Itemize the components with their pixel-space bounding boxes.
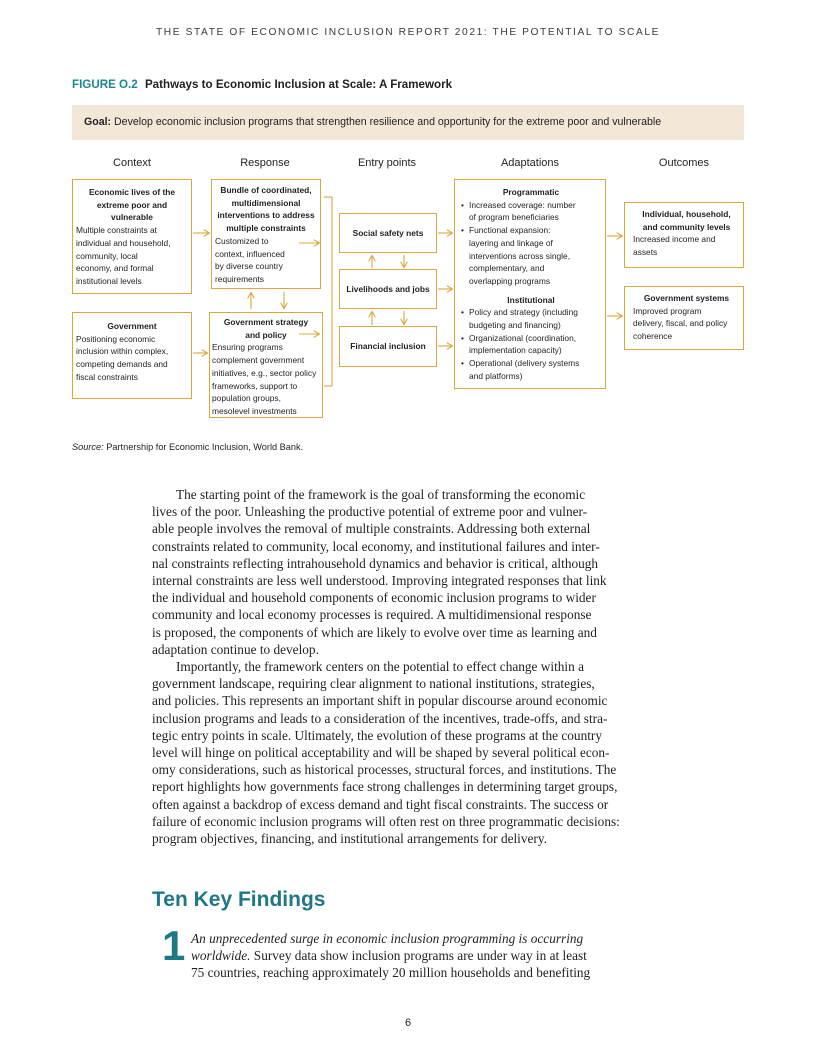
paragraph-line: report highlights how governments face strong challenges in determining target groups, — [152, 779, 618, 795]
paragraph-line: able people involves the removal of multiple constraints. Addressing both external — [152, 521, 591, 537]
figure-source — [72, 442, 303, 452]
paragraph-line: and policies. This represents an important shift in popular discourse around economic — [152, 693, 608, 709]
item-line: complementary, and — [469, 263, 545, 274]
entry-point-label: Financial inclusion — [350, 341, 426, 352]
body-paragraph-1 — [152, 486, 664, 658]
item-line: overlapping programs — [469, 275, 551, 286]
outcome-box-2-title-line: Government systems — [643, 293, 730, 303]
finding-number: 1 — [162, 922, 186, 969]
item-line: of program beneficiaries — [469, 212, 559, 223]
paragraph-line: failure of economic inclusion programs will often rest on three programmatic decisions: — [152, 813, 620, 829]
paragraph-line: lives of the poor. Unleashing the productive potential of extreme poor and vulner- — [152, 504, 588, 520]
item-line: layering and linkage of — [469, 237, 553, 248]
adaptations-programmatic-title: Programmatic — [502, 187, 560, 197]
context-box-2-title-line: Government — [107, 321, 157, 331]
finding-italic: An unprecedented surge in economic inclusion programming is occurring — [191, 931, 584, 946]
entry-point-financial-inclusion — [339, 326, 437, 367]
outcome-box-government-systems — [624, 286, 744, 350]
context-box-1-title-line: Economic lives of the — [88, 187, 176, 197]
body-paragraph-2 — [152, 658, 664, 847]
figure-title — [72, 78, 452, 91]
item-line: • Policy and strategy (including — [469, 307, 578, 318]
response-box-1-body-line: by diverse country — [215, 261, 283, 272]
finding-line: 75 countries, reaching approximately 20 million households and benefiting — [191, 965, 591, 981]
context-box-1-body-line: Multiple constraints at — [76, 225, 157, 236]
source-text: Partnership for Economic Inclusion, World Bank. — [106, 442, 304, 452]
finding-italic: worldwide. — [191, 948, 251, 964]
paragraph-line: Importantly, the framework centers on the potential to effect change within a — [176, 659, 584, 674]
response-box-2-body-line: mesolevel investments — [212, 405, 297, 416]
outcome-box-2-body-line: Improved program — [633, 305, 702, 316]
adaptations-institutional-title: Institutional — [507, 294, 555, 305]
response-box-1-body-line: Customized to — [215, 235, 269, 246]
outcome-box-1-title-line: and community levels — [642, 221, 731, 232]
adaptations-programmatic-item — [460, 199, 602, 224]
response-box-1-title-line: interventions to address — [217, 210, 315, 221]
context-box-2-body-line: inclusion within complex, — [76, 346, 169, 357]
response-box-1-title-line: multidimensional — [231, 197, 301, 208]
response-box-2-body-line: initiatives, e.g., sector policy — [212, 367, 317, 378]
response-box-2-body-line: frameworks, support to — [212, 380, 298, 391]
adaptations-institutional-item — [460, 357, 602, 382]
response-box-2-title-line: and policy — [245, 329, 287, 340]
paragraph-line: nal constraints reflecting intrahousehold dynamics and behavior is critical, although — [152, 555, 599, 571]
outcome-box-1-title-line: Individual, household, — [642, 209, 731, 219]
paragraph-line: is proposed, the components of which are likely to evolve over time as learning and — [152, 624, 597, 640]
column-header-context: Context — [113, 157, 151, 169]
paragraph-line: level will hinge on political acceptability and will be shaped by several political econ- — [152, 745, 610, 761]
adaptations-programmatic-list — [460, 199, 602, 288]
response-box-1-body-line: context, influenced — [215, 248, 285, 259]
context-box-1-body-line: individual and household, — [76, 237, 171, 248]
figure-title-text: Pathways to Economic Inclusion at Scale: A Framework — [144, 78, 453, 91]
response-box-bundle — [211, 179, 321, 289]
context-box-1-body-line: economy, and formal — [76, 263, 154, 274]
column-header-response: Response — [240, 157, 290, 169]
goal-text: Develop economic inclusion programs that strengthen resilience and opportunity for the extreme poor and vulnerable — [114, 116, 662, 128]
context-box-2-body-line: Positioning economic — [76, 333, 156, 344]
paragraph-line: program objectives, financing, and institutional arrangements for delivery. — [152, 831, 547, 847]
goal-statement — [84, 116, 661, 128]
response-box-government-strategy — [209, 312, 323, 418]
paragraph-line: internal constraints are less well understood. Improving integrated responses that link — [152, 573, 607, 589]
paragraph-line: inclusion programs and leads to a consideration of the incentives, trade-offs, and stra- — [152, 710, 608, 726]
paragraph-line: The starting point of the framework is the goal of transforming the economic — [176, 487, 586, 502]
response-box-2-title-line: Government strategy — [223, 317, 309, 327]
item-line: and platforms) — [469, 370, 523, 381]
figure-number: FIGURE O.2 — [72, 78, 138, 91]
context-box-1-title-line: vulnerable — [111, 212, 153, 223]
item-line: budgeting and financing) — [469, 320, 561, 331]
entry-point-social-safety-nets — [339, 213, 437, 253]
outcome-box-2-body-line: coherence — [633, 331, 673, 342]
paragraph-line: omy considerations, such as historical processes, structural forces, and institutions. The — [152, 762, 617, 778]
context-box-1-body-line: institutional levels — [76, 275, 142, 286]
context-box-2-body-line: competing demands and — [76, 359, 168, 370]
context-box-2-body-line: fiscal constraints — [76, 371, 138, 382]
item-line: • Functional expansion: — [469, 225, 551, 236]
adaptations-institutional-item — [460, 332, 602, 357]
response-box-1-title-line: multiple constraints — [226, 223, 306, 234]
outcome-box-individual-household — [624, 202, 744, 268]
outcome-box-1-body-line: assets — [633, 247, 658, 258]
goal-label: Goal: — [84, 116, 112, 128]
paragraph-line: constraints related to community, local economy, and institutional failures and inter- — [152, 538, 600, 554]
page-number: 6 — [404, 1017, 412, 1029]
paragraph-line: tegic entry points in scale. Ultimately, the evolution of these programs at the country — [152, 727, 603, 743]
item-line: • Operational (delivery systems — [469, 358, 580, 369]
source-label: Source: — [72, 442, 104, 452]
adaptations-institutional-item — [460, 306, 602, 331]
response-box-1-body-line: requirements — [215, 273, 264, 284]
context-box-government — [72, 312, 192, 399]
adaptations-institutional-list — [460, 306, 602, 382]
item-line: • Increased coverage: number — [469, 199, 576, 210]
adaptations-programmatic-item — [460, 224, 602, 288]
response-box-2-body-line: Ensuring programs — [212, 342, 283, 353]
entry-point-livelihoods-and-jobs — [339, 269, 437, 309]
running-header: THE STATE OF ECONOMIC INCLUSION REPORT 2021: THE POTENTIAL TO SCALE — [155, 27, 661, 38]
context-box-economic-lives — [72, 179, 192, 294]
entry-point-label: Social safety nets — [352, 227, 424, 238]
entry-point-label: Livelihoods and jobs — [346, 283, 430, 294]
item-line: interventions across single, — [469, 250, 571, 261]
finding-rest: Survey data show inclusion programs are under way in at least — [250, 948, 587, 964]
context-box-1-body-line: community, local — [76, 250, 138, 261]
paragraph-line: government landscape, requiring clear alignment to national institutions, strategies, — [152, 676, 595, 692]
column-header-adaptations: Adaptations — [500, 157, 560, 169]
finding-line — [191, 947, 671, 964]
adaptations-box — [454, 179, 606, 389]
finding-1-text — [191, 930, 671, 982]
paragraph-line: adaptation continue to develop. — [152, 641, 319, 657]
response-box-2-body-line: complement government — [212, 355, 305, 366]
paragraph-line: often against a backdrop of excess demand and tight fiscal constraints. The success or — [152, 796, 609, 812]
section-title: Ten Key Findings — [152, 888, 326, 911]
column-header-entry-points: Entry points — [357, 157, 417, 169]
column-header-outcomes: Outcomes — [658, 157, 710, 169]
context-box-1-title-line: extreme poor and — [96, 199, 168, 210]
item-line: • Organizational (coordination, — [469, 332, 577, 343]
paragraph-line: the individual and household components of economic inclusion programs to wider — [152, 590, 596, 606]
item-line: implementation capacity) — [469, 345, 562, 356]
finding-line — [191, 930, 671, 947]
paragraph-line: community and local economy processes is required. A multidimensional response — [152, 607, 592, 623]
response-box-1-title-line: Bundle of coordinated, — [220, 185, 312, 195]
response-box-2-body-line: population groups, — [212, 393, 281, 404]
outcome-box-1-body-line: Increased income and — [633, 234, 716, 245]
outcome-box-2-body-line: delivery, fiscal, and policy — [633, 318, 728, 329]
